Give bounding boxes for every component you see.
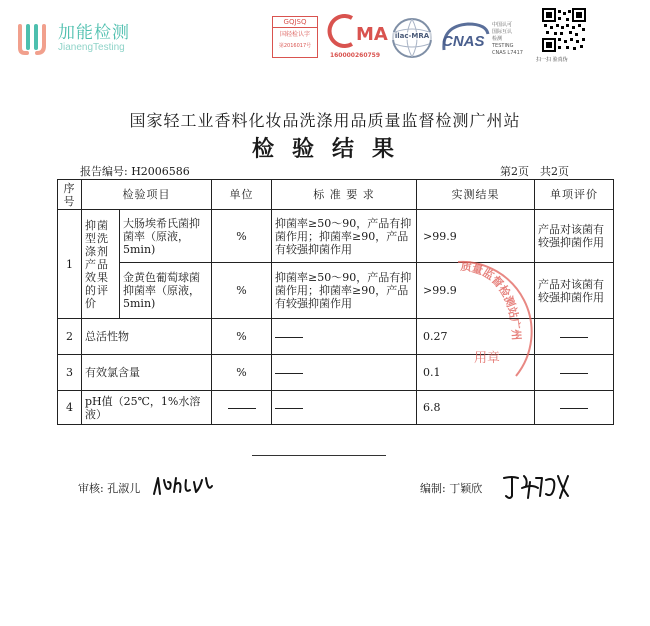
dash-mark <box>275 373 303 374</box>
end-divider <box>252 455 386 456</box>
reviewer-handwritten-signature <box>150 474 216 498</box>
ilac-text: ilac-MRA <box>390 32 434 40</box>
row-unit: % <box>212 355 272 391</box>
row-seq: 4 <box>58 391 82 425</box>
header-item: 检验项目 <box>82 180 212 210</box>
dash-mark <box>228 408 256 409</box>
cma-logo-icon <box>328 14 388 48</box>
row-unit <box>212 391 272 425</box>
table-header-row <box>58 180 614 210</box>
brand-name-en: JianengTesting <box>58 42 125 53</box>
table-row <box>58 319 614 355</box>
row-standard <box>272 355 417 391</box>
cnas-logo-icon <box>438 20 490 56</box>
editor-label: 编制: <box>420 482 446 495</box>
gqjsq-cert-mark <box>272 16 318 58</box>
document-title: 国家轻工业香料化妆品洗涤用品质量监督检测广州站 <box>129 111 521 130</box>
row-item: 金黄色葡萄球菌抑菌率（原液，5min) <box>120 263 212 319</box>
row-eval: 产品对该菌有较强抑菌作用 <box>535 210 614 263</box>
document-subtitle: 检验结果 <box>251 136 412 162</box>
row-standard <box>272 319 417 355</box>
dash-mark <box>275 337 303 338</box>
stamp-text: 质量监督检测站广州 <box>459 259 523 341</box>
cnas-cap3: 检测 <box>492 36 503 42</box>
row-seq: 3 <box>58 355 82 391</box>
table-row <box>58 210 614 263</box>
header-seq: 序号 <box>58 180 82 210</box>
row-item: 大肠埃希氏菌抑菌率（原液，5min) <box>120 210 212 263</box>
row-seq: 1 <box>58 210 82 319</box>
row-result: 0.27 <box>417 319 535 355</box>
row-item: 有效氯含量 <box>82 355 212 391</box>
gqjsq-line2: 第2016017号 <box>278 43 312 49</box>
qr-caption: 扫一扫 验真伪 <box>536 57 568 63</box>
cnas-cap5: CNAS L7417 <box>492 50 523 56</box>
row-eval <box>535 319 614 355</box>
row-result: >99.9 <box>417 210 535 263</box>
row-result: >99.9 <box>417 263 535 319</box>
cnas-cap1: 中国认可 <box>492 22 513 28</box>
cnas-cert-mark <box>438 20 538 60</box>
row-unit: % <box>212 210 272 263</box>
brand-logo-icon <box>14 20 52 58</box>
cma-mark-text: MA <box>356 24 388 45</box>
row-item: pH值（25℃，1%水溶液） <box>82 391 212 425</box>
qr-code[interactable] <box>542 8 586 52</box>
brand-name-cn: 加能检测 <box>58 23 130 43</box>
dash-mark <box>560 408 588 409</box>
row-result: 6.8 <box>417 391 535 425</box>
cnas-cap2: 国际互认 <box>492 29 513 35</box>
row-eval <box>535 355 614 391</box>
row-unit: % <box>212 319 272 355</box>
header-standard: 标 准 要 求 <box>272 180 417 210</box>
editor-handwritten-signature <box>498 470 578 502</box>
row-seq: 2 <box>58 319 82 355</box>
row-result: 0.1 <box>417 355 535 391</box>
brand-logo <box>14 20 130 58</box>
report-number-value: H2006586 <box>131 165 190 178</box>
reviewer-name: 孔淑儿 <box>107 482 141 495</box>
gqjsq-top: GQJSQ <box>273 17 317 28</box>
row-item: 总活性物 <box>82 319 212 355</box>
page-info: 第2页 共2页 <box>500 165 569 178</box>
stamp-center: 用章 <box>474 351 501 366</box>
row-standard: 抑菌率≥50～90，产品有抑菌作用；抑菌率≥90，产品有较强抑菌作用 <box>272 210 417 263</box>
table-row <box>58 263 614 319</box>
editor-signature <box>420 480 482 496</box>
results-table <box>57 179 614 425</box>
header-eval: 单项评价 <box>535 180 614 210</box>
row-eval: 产品对该菌有较强抑菌作用 <box>535 263 614 319</box>
reviewer-signature <box>78 480 140 496</box>
editor-name: 丁颖欣 <box>449 482 483 495</box>
cma-cert-mark <box>326 14 388 60</box>
reviewer-label: 审核: <box>78 482 104 495</box>
header-result: 实测结果 <box>417 180 535 210</box>
row-unit: % <box>212 263 272 319</box>
dash-mark <box>560 373 588 374</box>
dash-mark <box>275 408 303 409</box>
header-unit: 单位 <box>212 180 272 210</box>
cma-number: 160000260759 <box>329 52 381 59</box>
report-number <box>80 163 190 179</box>
cnas-text: CNAS <box>442 33 485 50</box>
row-standard: 抑菌率≥50～90，产品有抑菌作用；抑菌率≥90，产品有较强抑菌作用 <box>272 263 417 319</box>
dash-mark <box>560 337 588 338</box>
table-row <box>58 355 614 391</box>
gqjsq-line1: 国轻检认字 <box>279 31 310 38</box>
row-eval <box>535 391 614 425</box>
row-category: 抑菌型洗涤剂产品效果的评价 <box>82 210 120 319</box>
ilac-cert-mark <box>390 16 434 60</box>
row-standard <box>272 391 417 425</box>
table-row <box>58 391 614 425</box>
report-number-label: 报告编号: <box>80 165 128 178</box>
cnas-cap4: TESTING <box>492 43 514 49</box>
